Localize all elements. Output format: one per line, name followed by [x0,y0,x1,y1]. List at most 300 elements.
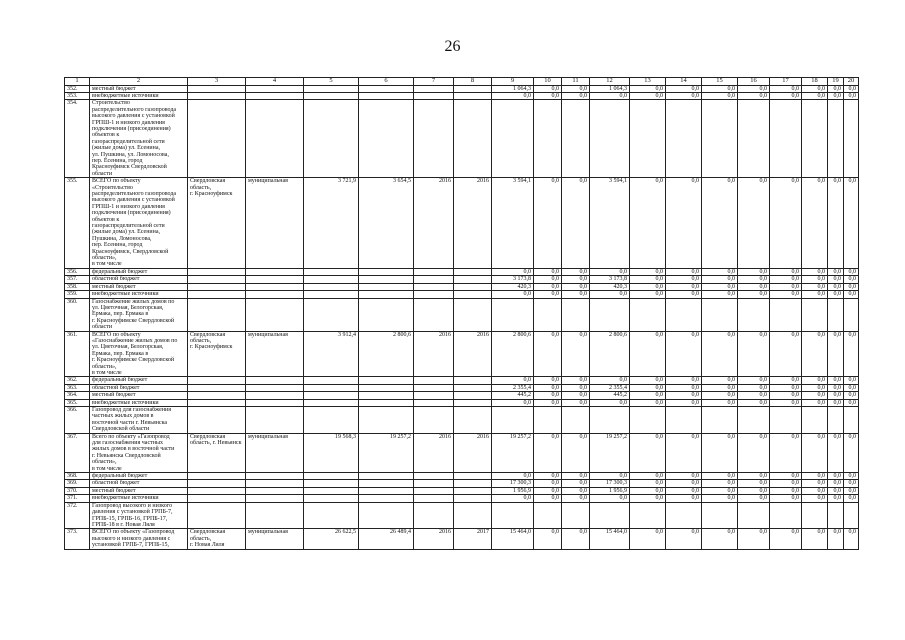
table-cell: 420,3 [590,283,630,290]
table-cell [454,487,492,494]
table-cell [246,283,304,290]
table-cell: 0,0 [828,331,844,377]
table-cell [414,377,454,384]
table-cell: 0,0 [562,433,590,472]
table-cell: 0,0 [702,480,738,487]
table-cell: 19 257,2 [359,433,414,472]
table-cell: 0,0 [562,92,590,99]
table-cell: 0,0 [802,495,828,502]
table-cell [454,298,492,331]
table-cell: 0,0 [844,268,859,275]
table-cell: 0,0 [562,392,590,399]
table-cell [188,377,246,384]
table-cell: 2 355,4 [492,384,534,391]
table-cell: 2016 [414,433,454,472]
table-cell [562,100,590,178]
table-cell: 17 300,3 [590,480,630,487]
table-cell: 3 594,1 [590,178,630,269]
table-row [65,480,859,487]
row-number: 356. [65,268,90,275]
table-cell: 3 173,8 [590,276,630,283]
table-cell: 0,0 [702,433,738,472]
table-cell [534,407,562,434]
table-row [65,85,859,92]
table-cell [246,377,304,384]
table-cell: 0,0 [828,495,844,502]
table-cell [702,298,738,331]
table-cell: 0,0 [770,480,802,487]
table-cell [246,276,304,283]
table-cell [414,392,454,399]
table-cell [304,473,359,480]
table-cell: 0,0 [702,377,738,384]
table-cell: 19 257,2 [590,433,630,472]
table-cell: 0,0 [534,399,562,406]
table-cell [414,276,454,283]
table-cell [414,495,454,502]
table-cell: 3 594,1 [492,178,534,269]
row-label: Газопровод высокого и низкого давления с установкой ГРПБ-7, ГРПБ-15, ГРПБ-16, ГРПБ-17, ГРПБ-18 в г. Новая Ляля [90,502,188,529]
table-cell: 0,0 [534,487,562,494]
table-cell: 0,0 [770,276,802,283]
table-cell: 0,0 [702,283,738,290]
table-cell [188,407,246,434]
table-cell: 2016 [414,331,454,377]
table-cell [454,268,492,275]
table-row [65,407,859,434]
table-cell [702,407,738,434]
table-cell: 0,0 [738,276,770,283]
table-cell [304,487,359,494]
table-cell: 0,0 [738,92,770,99]
table-cell: 0,0 [666,276,702,283]
table-row [65,473,859,480]
table-cell: 15 464,0 [590,529,630,549]
table-cell [802,100,828,178]
table-cell [246,473,304,480]
table-cell: 0,0 [630,276,666,283]
table-cell: 0,0 [844,487,859,494]
table-cell: 0,0 [562,283,590,290]
table-cell [188,480,246,487]
table-cell: 0,0 [534,473,562,480]
table-cell: 0,0 [666,392,702,399]
table-cell: 0,0 [828,480,844,487]
table-cell [454,407,492,434]
table-cell [590,502,630,529]
table-cell: 0,0 [844,331,859,377]
table-cell: 0,0 [770,92,802,99]
table-cell: 0,0 [738,178,770,269]
table-cell [454,480,492,487]
table-cell [414,100,454,178]
table-cell [246,268,304,275]
table-cell [770,407,802,434]
table-cell [414,291,454,298]
row-label: федеральный бюджет [90,377,188,384]
table-cell: 0,0 [844,529,859,549]
table-cell [359,384,414,391]
table-row [65,487,859,494]
table-cell [454,473,492,480]
table-cell [590,407,630,434]
table-cell: 0,0 [666,92,702,99]
table-cell [802,502,828,529]
table-cell: 2016 [454,178,492,269]
table-cell [359,407,414,434]
table-cell [246,100,304,178]
table-cell: 0,0 [802,291,828,298]
table-cell: 0,0 [738,487,770,494]
table-cell: 0,0 [562,291,590,298]
table-cell: 0,0 [802,384,828,391]
table-cell [188,85,246,92]
row-number: 367. [65,433,90,472]
table-cell [534,502,562,529]
row-number: 372. [65,502,90,529]
table-cell: 2 355,4 [590,384,630,391]
table-cell: 0,0 [534,384,562,391]
table-cell: 0,0 [562,276,590,283]
table-cell [359,85,414,92]
table-cell: 0,0 [802,276,828,283]
row-label: внебюджетные источники [90,495,188,502]
table-cell [454,92,492,99]
row-number: 365. [65,399,90,406]
table-cell [188,298,246,331]
table-cell: 0,0 [534,392,562,399]
table-cell: 0,0 [828,283,844,290]
table-cell: 0,0 [630,92,666,99]
table-cell: 0,0 [630,495,666,502]
table-cell: 2 800,6 [590,331,630,377]
row-label: внебюджетные источники [90,399,188,406]
table-cell: 0,0 [630,291,666,298]
table-cell [738,502,770,529]
table-cell: Свердловская область, г. Красноуфимск [188,178,246,269]
table-cell: 0,0 [562,384,590,391]
table-cell: 0,0 [630,85,666,92]
row-label: Строительство распределительного газопровода высокого давления с установкой ГРПШ-1 и низкого давления подключения (присоединения) объектов к газораспределительной сети (жилые дома) ул. Есенина, ул. Пушкина, ул. Ломоносова, пер. Есенина, город Красноуфимск Свердловской области [90,100,188,178]
table-cell: 0,0 [702,268,738,275]
table-cell: 0,0 [666,283,702,290]
table-cell: 0,0 [666,487,702,494]
table-cell: 0,0 [630,487,666,494]
table-cell: муниципальная [246,433,304,472]
table-cell: муниципальная [246,529,304,549]
table-cell [246,407,304,434]
table-cell: 0,0 [702,495,738,502]
row-number: 357. [65,276,90,283]
table-cell: 0,0 [738,268,770,275]
table-cell: 0,0 [630,480,666,487]
table-cell [666,298,702,331]
table-cell [304,384,359,391]
table-cell: 0,0 [590,377,630,384]
table-cell: 0,0 [630,392,666,399]
table-cell [702,502,738,529]
table-cell [304,283,359,290]
table-cell [414,85,454,92]
table-cell: 0,0 [770,331,802,377]
table-cell: 0,0 [590,268,630,275]
table-cell: 0,0 [770,392,802,399]
table-cell [738,100,770,178]
table-cell [562,407,590,434]
table-cell [666,407,702,434]
table-cell: 0,0 [770,178,802,269]
table-cell: 2 800,6 [492,331,534,377]
table-cell: 0,0 [492,291,534,298]
table-cell [844,100,859,178]
table-cell [828,298,844,331]
table-cell [304,480,359,487]
table-cell [738,407,770,434]
table-row [65,384,859,391]
table-cell: 0,0 [738,433,770,472]
table-cell: 0,0 [534,480,562,487]
table-cell [454,283,492,290]
table-cell: 15 464,0 [492,529,534,549]
table-cell: 0,0 [844,283,859,290]
table-cell [414,502,454,529]
table-cell [304,399,359,406]
table-cell: 19 257,2 [492,433,534,472]
table-cell: 0,0 [666,399,702,406]
table-cell: 0,0 [492,92,534,99]
column-number: 19 [828,78,844,86]
row-label: Всего по объекту «Газопровод для газоснабжения частных жилых домов в восточной части г. Невьянска Свердловской области», в том числе [90,433,188,472]
table-cell [359,495,414,502]
table-cell: 0,0 [492,377,534,384]
table-cell: 0,0 [770,487,802,494]
table-cell [246,291,304,298]
table-cell: 2 800,6 [359,331,414,377]
table-cell: 0,0 [590,399,630,406]
table-cell: 0,0 [770,384,802,391]
table-cell: 0,0 [702,85,738,92]
table-cell: 0,0 [534,276,562,283]
column-number: 10 [534,78,562,86]
table-cell: 0,0 [828,268,844,275]
table-cell: 0,0 [738,480,770,487]
table-cell [246,480,304,487]
table-cell: 0,0 [630,433,666,472]
table-cell: 0,0 [802,399,828,406]
table-cell [188,268,246,275]
table-cell: 0,0 [844,473,859,480]
table-cell: 3 912,4 [304,331,359,377]
table-cell [414,283,454,290]
table-cell: 0,0 [562,178,590,269]
table-cell [454,392,492,399]
table-row [65,495,859,502]
table-cell: 0,0 [534,178,562,269]
row-label: Газоснабжение жилых домов по ул. Цветочная, Белогорская, Ермака, пер. Ермака в г. Красноуфимске Свердловской области [90,298,188,331]
table-cell [304,85,359,92]
table-cell [304,407,359,434]
table-cell [246,392,304,399]
table-cell [454,291,492,298]
table-cell [454,384,492,391]
table-cell: 1 064,3 [492,85,534,92]
table-cell [188,92,246,99]
table-cell: 0,0 [492,399,534,406]
table-cell: 0,0 [666,473,702,480]
table-cell [828,407,844,434]
row-label: местный бюджет [90,283,188,290]
table-cell: Свердловская область, г. Невьянск [188,433,246,472]
table-cell [188,495,246,502]
table-cell [454,502,492,529]
table-cell [359,276,414,283]
table-cell: 3 654,5 [359,178,414,269]
table-cell [359,502,414,529]
row-label: Газопровод для газоснабжения частных жилых домов в восточной части г. Невьянска Свердловской области [90,407,188,434]
table-cell: 17 300,3 [492,480,534,487]
table-cell: 0,0 [666,268,702,275]
table-cell: 0,0 [562,529,590,549]
table-cell [188,384,246,391]
table-cell: 0,0 [738,85,770,92]
row-label: ВСЕГО по объекту «Газопровод высокого и низкого давления с установкой ГРПБ-7, ГРПБ-15, [90,529,188,549]
table-cell: 0,0 [828,529,844,549]
column-number: 9 [492,78,534,86]
column-number: 5 [304,78,359,86]
table-cell: 0,0 [802,268,828,275]
row-number: 354. [65,100,90,178]
table-cell [359,92,414,99]
table-cell: 0,0 [802,178,828,269]
table-cell [454,377,492,384]
table-cell: 26 622,5 [304,529,359,549]
table-cell: 0,0 [630,178,666,269]
row-number: 361. [65,331,90,377]
table-cell: 0,0 [738,529,770,549]
table-cell [534,298,562,331]
table-cell: 0,0 [666,85,702,92]
table-cell [414,407,454,434]
table-cell [246,399,304,406]
table-cell: 0,0 [492,268,534,275]
table-cell: 0,0 [770,283,802,290]
table-cell [454,100,492,178]
table-cell: 0,0 [666,384,702,391]
column-number: 6 [359,78,414,86]
table-cell [454,276,492,283]
table-cell [770,298,802,331]
row-label: областной бюджет [90,384,188,391]
table-cell [666,100,702,178]
table-cell: 0,0 [828,433,844,472]
table-row [65,276,859,283]
row-number: 363. [65,384,90,391]
table-cell [802,298,828,331]
table-cell [492,407,534,434]
row-label: внебюджетные источники [90,92,188,99]
table-cell: 0,0 [666,529,702,549]
table-cell: 0,0 [770,529,802,549]
table-cell [188,392,246,399]
table-cell: 0,0 [666,495,702,502]
table-cell: 0,0 [562,473,590,480]
table-row [65,392,859,399]
table-cell [770,100,802,178]
table-cell [246,384,304,391]
table-cell [844,407,859,434]
table-cell: 0,0 [738,392,770,399]
table-row [65,433,859,472]
table-cell [359,392,414,399]
table-cell [844,298,859,331]
table-row [65,502,859,529]
table-cell: 0,0 [828,92,844,99]
table-cell: 0,0 [828,487,844,494]
table-row [65,291,859,298]
table-cell [359,487,414,494]
table-row [65,100,859,178]
row-number: 368. [65,473,90,480]
table-cell [359,283,414,290]
table-cell: 0,0 [844,384,859,391]
row-number: 369. [65,480,90,487]
table-cell [590,298,630,331]
table-cell [246,495,304,502]
table-cell: 0,0 [770,495,802,502]
row-label: местный бюджет [90,392,188,399]
table-cell [770,502,802,529]
table-cell: 0,0 [534,377,562,384]
table-cell [454,399,492,406]
table-cell: 0,0 [844,178,859,269]
table-cell: 0,0 [802,377,828,384]
table-cell [562,298,590,331]
table-cell [246,487,304,494]
table-cell: 0,0 [590,291,630,298]
table-cell: 0,0 [738,399,770,406]
table-cell: 0,0 [702,331,738,377]
table-cell: 0,0 [802,487,828,494]
table-cell: 445,2 [492,392,534,399]
table-cell: 0,0 [666,178,702,269]
table-cell: 26 489,4 [359,529,414,549]
table-cell [414,384,454,391]
table-cell: 0,0 [562,495,590,502]
table-cell: 0,0 [828,178,844,269]
table-cell [359,291,414,298]
table-row [65,298,859,331]
table-cell [414,298,454,331]
column-number-row [65,78,859,86]
table-cell: 0,0 [828,85,844,92]
row-number: 355. [65,178,90,269]
table-cell [304,291,359,298]
table-cell: 0,0 [702,399,738,406]
row-label: местный бюджет [90,487,188,494]
table-cell: 0,0 [562,331,590,377]
row-number: 370. [65,487,90,494]
table-cell [802,407,828,434]
table-cell: 0,0 [738,473,770,480]
table-cell [828,502,844,529]
budget-table [64,77,859,550]
column-number: 11 [562,78,590,86]
table-cell: 0,0 [828,392,844,399]
table-cell [188,487,246,494]
table-cell: 0,0 [828,399,844,406]
column-number: 14 [666,78,702,86]
table-cell: 0,0 [702,291,738,298]
